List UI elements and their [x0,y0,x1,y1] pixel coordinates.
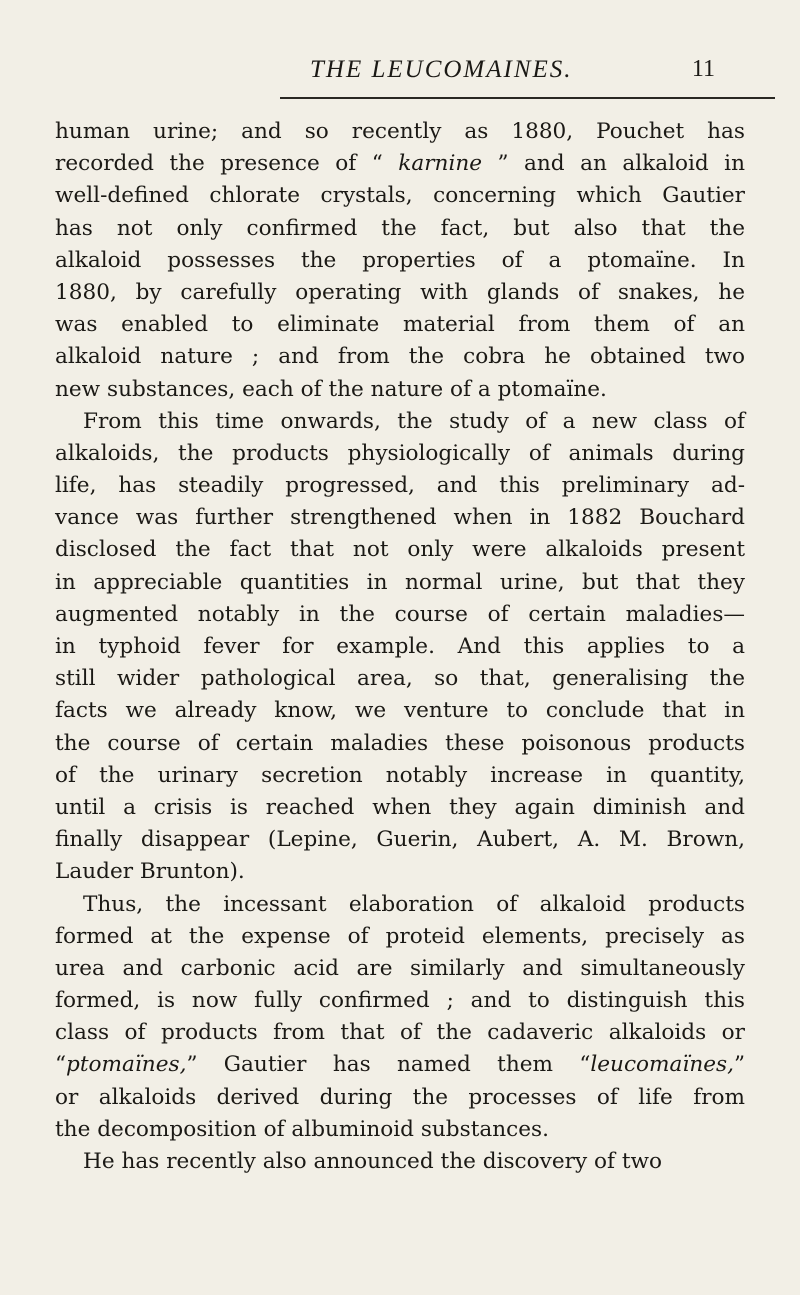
text-line: finally disappear (Lepine, Guerin, Aubert, A. M. Brown, [55,827,745,853]
text-line: From this time onwards, the study of a new class of [83,408,745,434]
text-line: alkaloids, the products physiologically of animals during [55,440,745,466]
text-line: “ptomaïnes,” Gautier has named them “leucomaïnes,” [55,1052,745,1078]
text-line: still wider pathological area, so that, generalising the [55,666,745,692]
text-line: in appreciable quantities in normal urine, but that they [55,569,745,595]
text-line: well-defined chlorate crystals, concerning which Gautier [55,183,745,209]
text-line: facts we already know, we venture to conclude that in [55,698,745,724]
text-line: formed at the expense of proteid elements, precisely as [55,923,745,949]
text-line: until a crisis is reached when they again diminish and [55,794,745,820]
text-line: human urine; and so recently as 1880, Pouchet has [55,119,745,144]
text-line: was enabled to eliminate material from them of an [55,312,745,338]
text-line: of the urinary secretion notably increase in quantity, [55,762,745,788]
text-line: or alkaloids derived during the processes of life from [55,1084,745,1110]
italic-term-leucomaines: leucomaïnes, [590,1052,734,1078]
text-line: life, has steadily progressed, and this preliminary ad- [55,473,745,499]
text-line: augmented notably in the course of certain maladies— [55,601,745,627]
text-line: He has recently also announced the discovery of two [83,1149,663,1174]
running-title: THE LEUCOMAINES. [310,56,573,83]
text-line: formed, is now fully confirmed ; and to distinguish this [55,988,745,1014]
page-number: 11 [691,56,715,82]
text-line: class of products from that of the cadaveric alkaloids or [55,1020,745,1046]
text-line: 1880, by carefully operating with glands of snakes, he [55,279,745,305]
text-line: disclosed the fact that not only were alkaloids present [55,537,745,563]
text-line: recorded the presence of “ karnine ” and an alkaloid in [55,151,745,177]
text-line: urea and carbonic acid are similarly and simultaneously [55,955,745,981]
text-line: the decomposition of albuminoid substances. [55,1116,549,1142]
italic-term-karnine: karnine [398,151,483,177]
text-line: the course of certain maladies these poisonous products [55,730,745,756]
text-line: has not only confirmed the fact, but also that the [55,215,745,241]
running-head [60,56,740,102]
italic-term-ptomaines: ptomaïnes, [66,1052,187,1078]
header-rule [280,97,775,99]
body-text [55,116,745,1178]
text-line: alkaloid nature ; and from the cobra he obtained two [55,344,745,370]
text-line: alkaloid possesses the properties of a ptomaïne. In [55,247,745,273]
text-line: in typhoid fever for example. And this applies to a [55,634,745,659]
text-line: Thus, the incessant elaboration of alkaloid products [83,891,745,917]
text-line: new substances, each of the nature of a ptomaïne. [55,376,607,402]
text-line: vance was further strengthened when in 1882 Bouchard [55,505,745,531]
text-line: Lauder Brunton). [55,859,245,885]
